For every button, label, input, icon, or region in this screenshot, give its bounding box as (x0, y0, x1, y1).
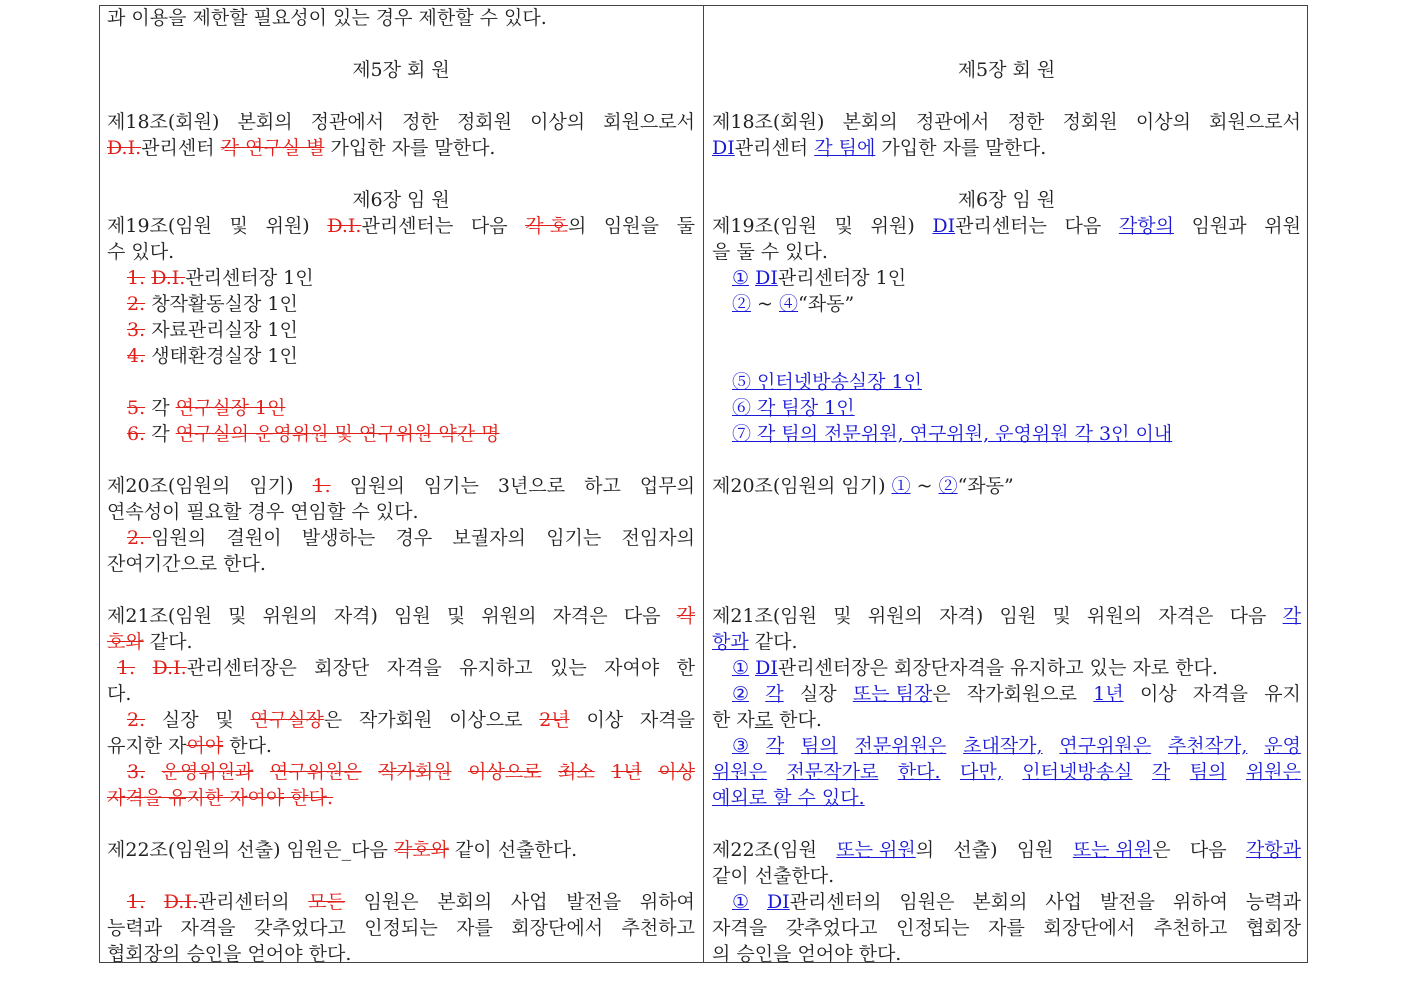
article-20-line: 제20조(임원의 임기) 1. 임원의 임기는 3년으로 하고 업무의 (107, 475, 695, 497)
inserted-text: 항과 (712, 631, 749, 653)
list-item: 6. 각 연구실의 운영위원 및 연구위원 약간 명 (127, 423, 500, 445)
inserted-text: ② (732, 293, 752, 315)
deleted-text: 1. (127, 891, 146, 913)
inserted-text: 또는 위원 (836, 839, 916, 861)
article-21-line: 항과 같다. (712, 631, 798, 653)
article-22-line: 제22조(임원 또는 위원의 선출) 임원 또는 위원은 다음 각항과 (712, 839, 1301, 861)
deleted-text: 2년 (539, 709, 570, 731)
deleted-text: 각 연구실 별 (220, 137, 325, 159)
deleted-text: 3. 운영위원과 연구위원은 작가회원 이상으로 최소 1년 이상 (127, 761, 695, 783)
article-22-line: 1. D.I.관리센터의 모든 임원은 본회의 사업 발전을 위하여 (127, 891, 695, 913)
chapter-heading: 제6장 임 원 (957, 189, 1056, 211)
article-22-line: 의 승인을 얻어야 한다. (712, 943, 902, 965)
article-22-line: 같이 선출한다. (712, 865, 835, 887)
inserted-text: ⑥ 각 팀장 1인 (732, 397, 855, 419)
deleted-text: 각 호 (525, 215, 568, 237)
article-22-line: 자격을 갖추었다고 인정되는 자를 회장단에서 추천하고 협회장 (712, 917, 1301, 939)
list-item: ① DI관리센터장 1인 (732, 267, 907, 289)
inserted-text: DI (932, 215, 956, 237)
deleted-text: D.I. (163, 891, 198, 913)
inserted-text: 각항의 (1118, 215, 1174, 237)
inserted-text: DI (755, 267, 778, 289)
deleted-text: 연구실장 (250, 709, 324, 731)
deleted-text: 연구실장 1인 (175, 397, 286, 419)
inserted-text: 위원은 전문작가로 한다. 다만, 인터넷방송실 각 팀의 위원은 (712, 761, 1301, 783)
deleted-text: D.I. (151, 267, 186, 289)
article-22-line: 능력과 자격을 갖추었다고 인정되는 자를 회장단에서 추천하고 (107, 917, 695, 939)
deleted-text: 자격을 유지한 자여야 한다. (107, 787, 334, 809)
article-22-line: 협회장의 승인을 얻어야 한다. (107, 943, 352, 965)
inserted-text: ③ 각 팀의 전문위원은 초대작가, 연구위원은 추천작가, 운영 (732, 735, 1301, 757)
article-21-line: ② 각 실장 또는 팀장은 작가회원으로 1년 이상 자격을 유지 (732, 683, 1301, 705)
inserted-text: DI (766, 891, 790, 913)
article-22-line: 제22조(임원의 선출) 임원은_다음 각호와 같이 선출한다. (107, 839, 578, 861)
deleted-text: D.I. (327, 215, 362, 237)
article-18-line: 제18조(회원) 본회의 정관에서 정한 정회원 이상의 회원으로서 (107, 111, 695, 133)
inserted-text: ① (732, 657, 750, 679)
list-item: 5. 각 연구실장 1인 (127, 397, 286, 419)
article-20-line: 제20조(임원의 임기) ① ~ ②“좌동” (712, 475, 1014, 497)
inserted-text: 예외로 할 수 있다. (712, 787, 865, 809)
article-19-line: 제19조(임원 및 위원) D.I.관리센터는 다음 각 호의 임원을 둘 (107, 215, 695, 237)
inserted-text: 1년 (1093, 683, 1124, 705)
article-21-line: 제21조(임원 및 위원의 자격) 임원 및 위원의 자격은 다음 각 (712, 605, 1301, 627)
list-item: 2. 창작활동실장 1인 (127, 293, 298, 315)
deleted-text: 여야 (186, 735, 224, 757)
inserted-text: 각 (765, 683, 784, 705)
inserted-text: ⑤ 인터넷방송실장 1인 (732, 371, 922, 393)
deleted-text: 연구실의 운영위원 및 연구위원 약간 명 (175, 423, 500, 445)
inserted-text: ① (732, 267, 750, 289)
chapter-heading: 제5장 회 원 (957, 59, 1056, 81)
chapter-heading: 제5장 회 원 (352, 59, 450, 81)
article-19-line: 제19조(임원 및 위원) DI관리센터는 다음 각항의 임원과 위원 (712, 215, 1301, 237)
article-18-line: D.I.관리센터 각 연구실 별 가입한 자를 말한다. (107, 137, 496, 159)
inserted-text: ① (732, 891, 750, 913)
inserted-text: DI (755, 657, 778, 679)
inserted-text: ⑦ 각 팀의 전문위원, 연구위원, 운영위원 각 3인 이내 (732, 423, 1173, 445)
deleted-text: 1. (117, 657, 136, 679)
article-21-line: 다. (107, 683, 132, 705)
column-divider (703, 5, 704, 963)
article-21-line: 1. D.I.관리센터장은 회장단 자격을 유지하고 있는 자여야 한 (117, 657, 695, 679)
deleted-text: 1. (312, 475, 331, 497)
inserted-text: 각항과 (1245, 839, 1301, 861)
article-20-line: 2. 임원의 결원이 발생하는 경우 보궐자의 임기는 전임자의 (127, 527, 695, 549)
text-line: 과 이용을 제한할 필요성이 있는 경우 제한할 수 있다. (107, 7, 547, 29)
chapter-heading: 제6장 임 원 (352, 189, 450, 211)
deleted-text: 2. (127, 527, 152, 549)
deleted-text: 각호와 (393, 839, 449, 861)
article-22-line: ① DI관리센터의 임원은 본회의 사업 발전을 위하여 능력과 (732, 891, 1301, 913)
article-21-line: 제21조(임원 및 위원의 자격) 임원 및 위원의 자격은 다음 각 (107, 605, 695, 627)
article-19-line: 을 둘 수 있다. (712, 241, 828, 263)
inserted-text: ② (938, 475, 958, 497)
deleted-text: D.I. (152, 657, 187, 679)
inserted-text: ② (732, 683, 750, 705)
list-item: 1. D.I.관리센터장 1인 (127, 267, 314, 289)
article-21-line: 한 자로 한다. (712, 709, 822, 731)
list-item: 4. 생태환경실장 1인 (127, 345, 298, 367)
deleted-text: 모든 (308, 891, 345, 913)
deleted-text: D.I. (107, 137, 142, 159)
article-21-line: ① DI관리센터장은 회장단자격을 유지하고 있는 자로 한다. (732, 657, 1218, 679)
inserted-text: 각 (1282, 605, 1301, 627)
article-21-line: 2. 실장 및 연구실장은 작가회원 이상으로 2년 이상 자격을 (127, 709, 695, 731)
article-21-line: 호와 같다. (107, 631, 193, 653)
article-20-line: 잔여기간으로 한다. (107, 553, 266, 575)
deleted-text: 호와 (107, 631, 144, 653)
article-20-line: 연속성이 필요할 경우 연임할 수 있다. (107, 501, 419, 523)
list-item: 3. 자료관리실장 1인 (127, 319, 298, 341)
list-item: ② ~ ④“좌동” (732, 293, 855, 315)
inserted-text: ① (891, 475, 911, 497)
inserted-text: 각 팀에 (814, 137, 876, 159)
deleted-text: 각 (676, 605, 695, 627)
article-18-line: DI관리센터 각 팀에 가입한 자를 말한다. (712, 137, 1047, 159)
deleted-text: 2. (127, 709, 146, 731)
article-21-line: 유지한 자여야 한다. (107, 735, 272, 757)
article-18-line: 제18조(회원) 본회의 정관에서 정한 정회원 이상의 회원으로서 (712, 111, 1301, 133)
inserted-text: 또는 팀장 (852, 683, 933, 705)
inserted-text: DI (712, 137, 735, 159)
article-19-line: 수 있다. (107, 241, 175, 263)
inserted-text: 또는 위원 (1072, 839, 1153, 861)
inserted-text: ④ (779, 293, 799, 315)
